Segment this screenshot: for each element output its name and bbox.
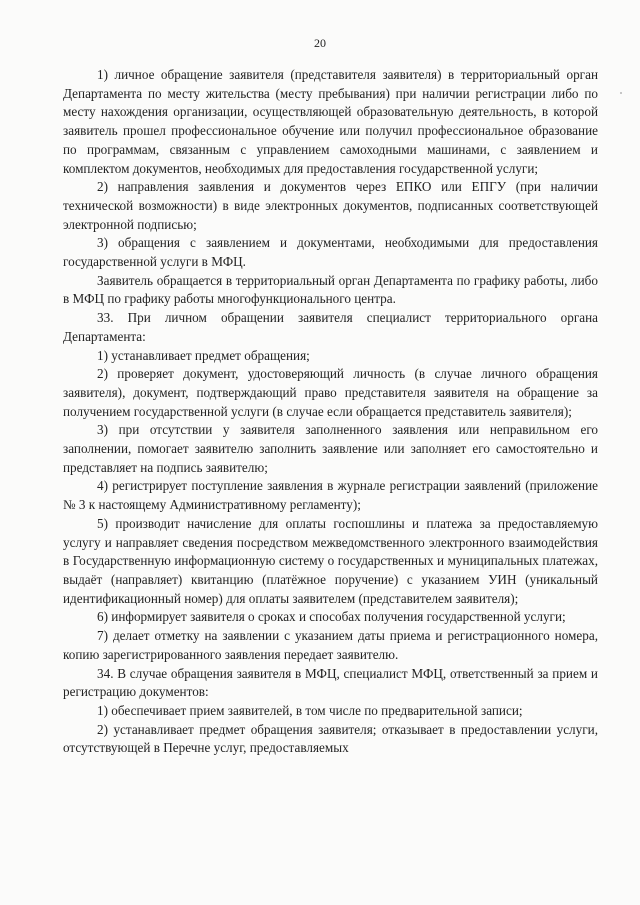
paragraph-33-item-5: 5) производит начисление для оплаты госпошлины и платежа за предоставляемую услугу и направляет сведения посредством межведомственного электронного взаимодействия в Государственную информационную систему о государственных и муниципальных платежах, выдаёт (направляет) квитанцию (платёжное поручение) с указанием УИН (уникальный идентификационный номер) для оплаты заявителем (представителем заявителя); bbox=[63, 515, 598, 606]
paragraph-33-item-2: 2) проверяет документ, удостоверяющий личность (в случае личного обращения заявителя), документ, подтверждающий право представителя заявителя на обращение за получением государственной услуги (в случае если обращается представитель заявителя); bbox=[63, 366, 598, 419]
paragraph-34-item-1: 1) обеспечивает прием заявителей, в том числе по предварительной записи; bbox=[97, 702, 523, 718]
paragraph-33-item-6: 6) информирует заявителя о сроках и способах получения государственной услуги; bbox=[97, 609, 566, 625]
paragraph-33-item-7: 7) делает отметку на заявлении с указанием даты приема и регистрационного номера, копию зарегистрированного заявления передает заявителю. bbox=[63, 628, 598, 662]
scan-speck bbox=[620, 92, 622, 94]
document-body bbox=[63, 66, 598, 758]
paragraph-2-electronic-submission: 2) направления заявления и документов через ЕПКО или ЕПГУ (при наличии технической возможности) в виде электронных документов, подписанных соответствующей электронной подписью; bbox=[63, 179, 598, 232]
paragraph-section-34: 34. В случае обращения заявителя в МФЦ, специалист МФЦ, ответственный за прием и регистрацию документов: bbox=[63, 665, 598, 700]
page-number: 20 bbox=[314, 36, 326, 50]
paragraph-33-item-1: 1) устанавливает предмет обращения; bbox=[97, 347, 310, 363]
paragraph-33-item-4: 4) регистрирует поступление заявления в журнале регистрации заявлений (приложение № 3 к настоящему Административному регламенту); bbox=[63, 478, 598, 513]
paragraph-1-personal-appeal: 1) личное обращение заявителя (представителя заявителя) в территориальный орган Департамента по месту жительства (месту пребывания) при наличии регистрации либо по месту нахождения организации, осуществляющей образовательную деятельность, в которой заявитель прошел профессиональное обучение или получил профессиональное образование по программам, связанным с управлением самоходными машинами, с заявлением и комплектом документов, необходимых для предоставления государственной услуги; bbox=[63, 67, 598, 176]
paragraph-34-item-2: 2) устанавливает предмет обращения заявителя; отказывает в предоставлении услуги, отсутствующей в Перечне услуг, предоставляемых bbox=[63, 721, 598, 756]
paragraph-section-33: 33. При личном обращении заявителя специалист территориального органа Департамента: bbox=[63, 310, 598, 344]
paragraph-3-mfc-appeal: 3) обращения с заявлением и документами, необходимыми для предоставления государственной услуги в МФЦ. bbox=[63, 235, 598, 270]
paragraph-33-item-3: 3) при отсутствии у заявителя заполненного заявления или неправильном его заполнении, помогает заявителю заполнить заявление или заполняет его самостоятельно и представляет на подпись заявителю; bbox=[63, 422, 598, 475]
paragraph-schedule: Заявитель обращается в территориальный орган Департамента по графику работы, либо в МФЦ по графику работы многофункционального центра. bbox=[63, 272, 598, 307]
